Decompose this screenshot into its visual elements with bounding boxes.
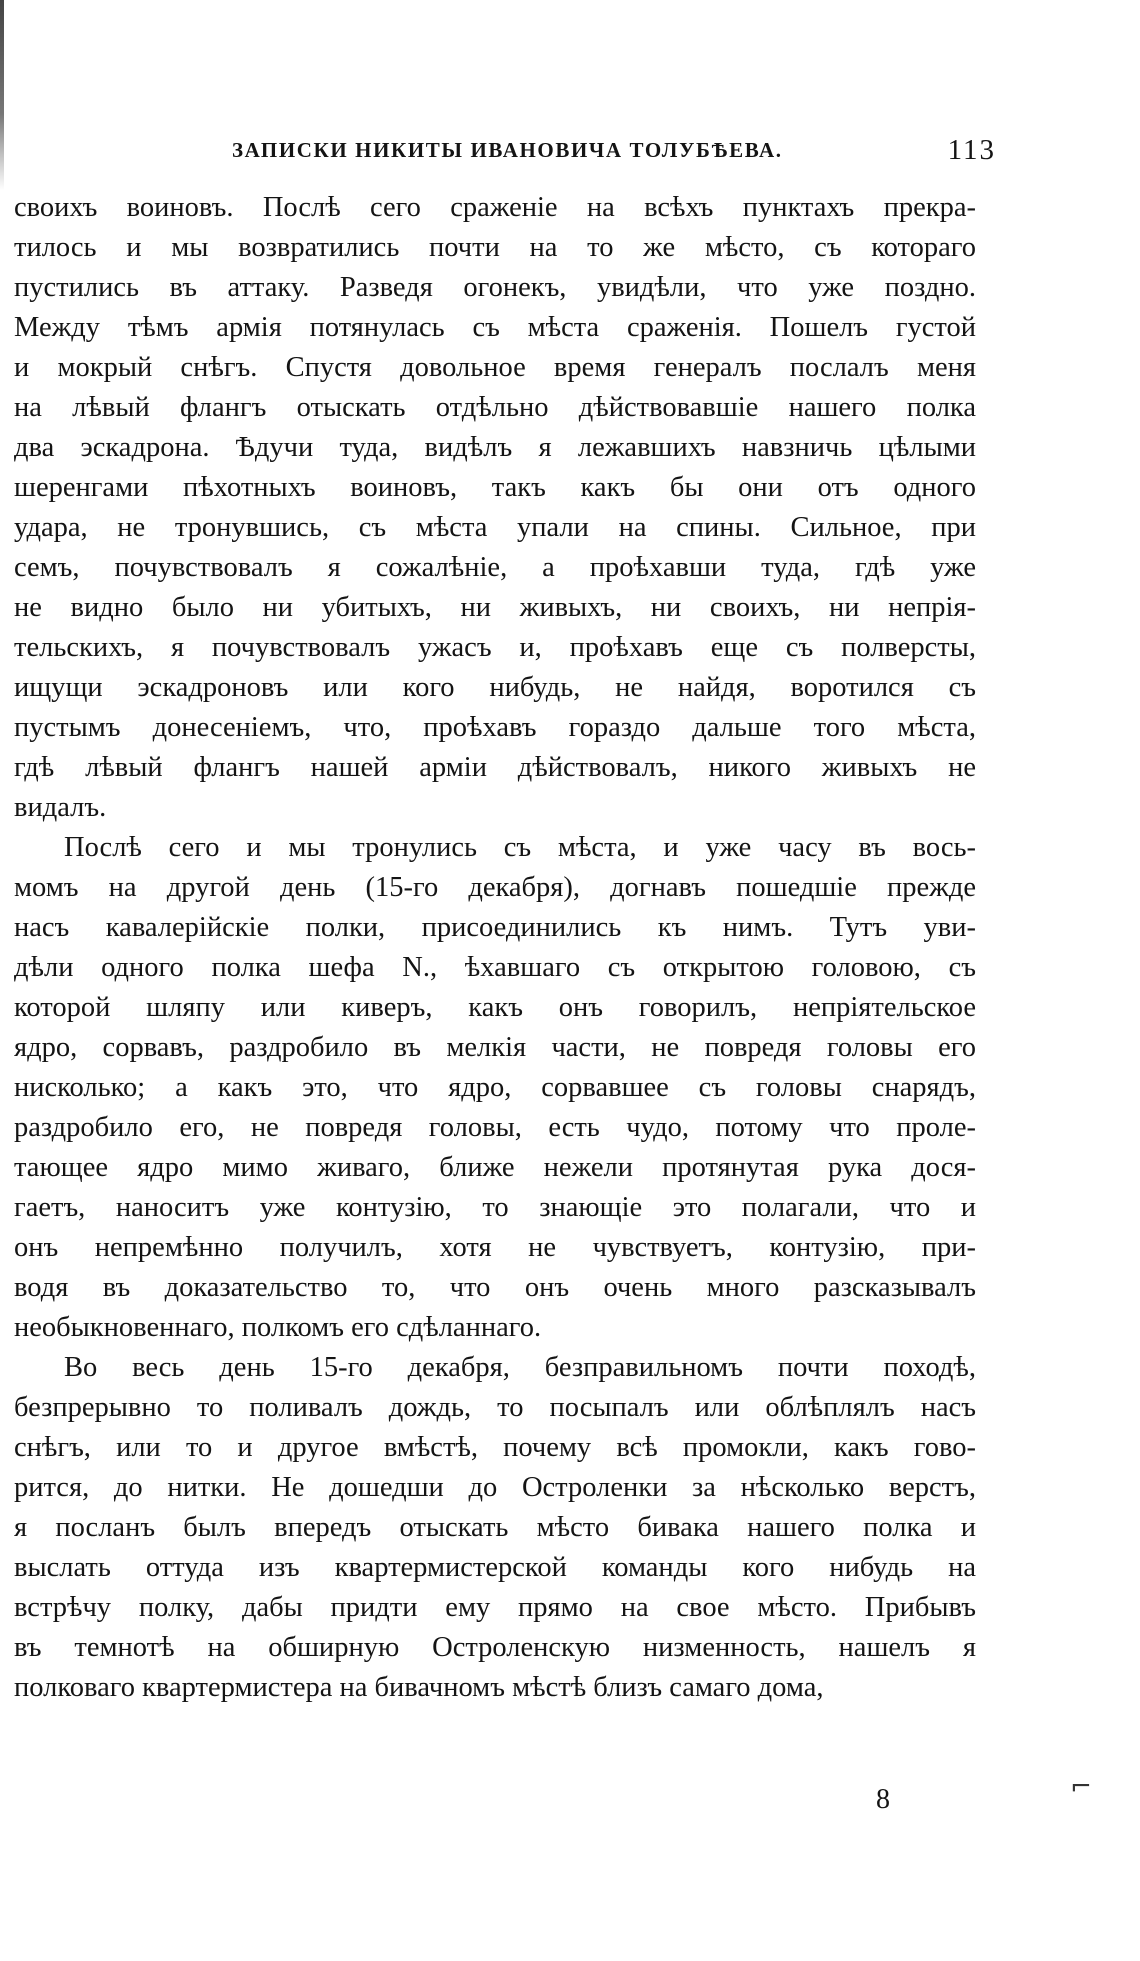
text-line: пустились въ аттаку. Разведя огонекъ, увидѣли, что уже поздно.: [14, 272, 976, 303]
paragraph: [14, 1348, 976, 1708]
text-line: видалъ.: [14, 792, 107, 823]
text-line: рится, до нитки. Не дошедши до Остроленки за нѣсколько верстъ,: [14, 1472, 976, 1503]
text-line: я посланъ былъ впередъ отыскать мѣсто бивака нашего полка и: [14, 1512, 976, 1543]
paragraph: [14, 828, 976, 1348]
text-line: тельскихъ, я почувствовалъ ужасъ и, проѣхавъ еще съ полверсты,: [14, 632, 976, 663]
text-line: момъ на другой день (15-го декабря), догнавъ пошедшіе прежде: [14, 872, 976, 903]
running-head: ЗАПИСКИ НИКИТЫ ИВАНОВИЧА ТОЛУБѢЕВА.: [232, 138, 783, 162]
page-header: [232, 134, 996, 174]
text-line: и мокрый снѣгъ. Спустя довольное время генералъ послалъ меня: [14, 352, 976, 383]
text-line: Между тѣмъ армія потянулась съ мѣста сраженія. Пошелъ густой: [14, 312, 976, 343]
text-line: выслать оттуда изъ квартермистерской команды кого нибудь на: [14, 1552, 976, 1583]
text-line: тающее ядро мимо живаго, ближе нежели протянутая рука дося-: [14, 1152, 976, 1183]
text-line: безпрерывно то поливалъ дождь, то посыпалъ или облѣплялъ насъ: [14, 1392, 976, 1423]
text-line: семъ, почувствовалъ я сожалѣніе, а проѣхавши туда, гдѣ уже: [14, 552, 976, 583]
text-line: удара, не тронувшись, съ мѣста упали на спины. Сильное, при: [14, 512, 976, 543]
text-line: Послѣ сего и мы тронулись съ мѣста, и уже часу въ вось-: [64, 832, 976, 863]
text-line: два эскадрона. Ѣдучи туда, видѣлъ я лежавшихъ навзничь цѣлыми: [14, 432, 976, 463]
text-line: не видно было ни убитыхъ, ни живыхъ, ни своихъ, ни непрія-: [14, 592, 976, 623]
text-line: шеренгами пѣхотныхъ воиновъ, такъ какъ бы они отъ одного: [14, 472, 976, 503]
text-line: ищущи эскадроновъ или кого нибудь, не найдя, воротился съ: [14, 672, 976, 703]
text-line: пустымъ донесеніемъ, что, проѣхавъ гораздо дальше того мѣста,: [14, 712, 976, 743]
body-text: [14, 188, 976, 1708]
text-line: въ темнотѣ на обширную Остроленскую низменность, нашелъ я: [14, 1632, 976, 1663]
text-line: тилось и мы возвратились почти на то же мѣсто, съ котораго: [14, 232, 976, 263]
text-line: гаетъ, наноситъ уже контузію, то знающіе это полагали, что и: [14, 1192, 976, 1223]
text-line: водя въ доказательство то, что онъ очень много разсказывалъ: [14, 1272, 976, 1303]
text-line: полковаго квартермистера на бивачномъ мѣстѣ близъ самаго дома,: [14, 1672, 824, 1703]
text-line: раздробило его, не повредя головы, есть чудо, потому что проле-: [14, 1112, 976, 1143]
page-number: 113: [947, 134, 996, 166]
printer-mark: ⌐: [1070, 1772, 1092, 1802]
page-edge-shadow: [0, 0, 4, 190]
text-line: встрѣчу полку, дабы придти ему прямо на свое мѣсто. Прибывъ: [14, 1592, 976, 1623]
text-line: Во весь день 15-го декабря, безправильномъ почти походѣ,: [64, 1352, 976, 1383]
text-line: онъ непремѣнно получилъ, хотя не чувствуетъ, контузію, при-: [14, 1232, 976, 1263]
text-line: которой шляпу или киверъ, какъ онъ говорилъ, непріятельское: [14, 992, 976, 1023]
text-line: снѣгъ, или то и другое вмѣстѣ, почему всѣ промокли, какъ гово-: [14, 1432, 976, 1463]
text-line: на лѣвый флангъ отыскать отдѣльно дѣйствовавшіе нашего полка: [14, 392, 976, 423]
text-line: ядро, сорвавъ, раздробило въ мелкія части, не повредя головы его: [14, 1032, 976, 1063]
text-line: насъ кавалерійскіе полки, присоединились къ нимъ. Тутъ уви-: [14, 912, 976, 943]
text-line: нисколько; а какъ это, что ядро, сорвавшее съ головы снарядъ,: [14, 1072, 976, 1103]
text-line: дѣли одного полка шефа N., ѣхавшаго съ открытою головою, съ: [14, 952, 976, 983]
text-line: необыкновеннаго, полкомъ его сдѣланнаго.: [14, 1312, 542, 1343]
signature-number: 8: [876, 1784, 890, 1815]
text-line: гдѣ лѣвый флангъ нашей арміи дѣйствовалъ, никого живыхъ не: [14, 752, 976, 783]
paragraph: [14, 188, 976, 828]
text-line: своихъ воиновъ. Послѣ сего сраженіе на всѣхъ пунктахъ прекра-: [14, 192, 976, 223]
